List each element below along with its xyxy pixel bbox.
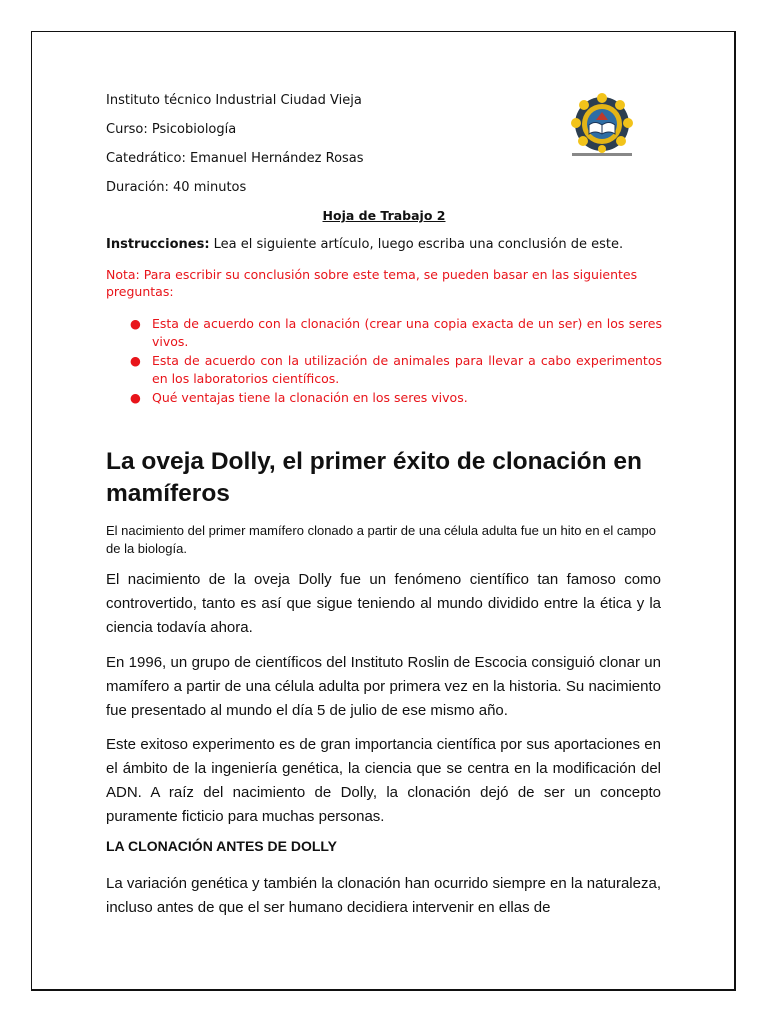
bullet-icon: ● — [130, 316, 141, 331]
question-item: ● Esta de acuerdo con la utilización de animales para llevar a cabo experimentos en los laboratorios científicos. — [130, 353, 662, 386]
institution-name: Instituto técnico Industrial Ciudad Vieja — [106, 93, 362, 108]
note-text: Nota: Para escribir su conclusión sobre este tema, se pueden basar en las siguientes preguntas: — [106, 267, 638, 299]
article-title: La oveja Dolly, el primer éxito de clonación en mamíferos — [106, 448, 642, 507]
question-item: ● Qué ventajas tiene la clonación en los seres vivos. — [130, 390, 468, 405]
instructions-label: Instrucciones: — [106, 237, 210, 252]
question-item: ● Esta de acuerdo con la clonación (crear una copia exacta de un ser) en los seres vivos. — [130, 316, 662, 349]
bullet-icon: ● — [130, 390, 141, 405]
course-line: Curso: Psicobiología — [106, 122, 237, 137]
section-heading: LA CLONACIÓN ANTES DE DOLLY — [106, 838, 338, 854]
school-logo — [562, 92, 642, 162]
teacher-line: Catedrático: Emanuel Hernández Rosas — [106, 151, 364, 166]
question-list — [106, 315, 662, 409]
bullet-icon: ● — [130, 353, 141, 368]
instructions-text: Lea el siguiente artículo, luego escriba una conclusión de este. — [209, 237, 624, 252]
gear-ring — [571, 93, 633, 153]
instructions — [106, 237, 666, 252]
section-paragraph: La variación genética y también la clonación han ocurrido siempre en la naturaleza, incluso antes de que el ser humano decidiera intervenir en ellas de — [106, 875, 661, 916]
article-subtitle: El nacimiento del primer mamífero clonado a partir de una célula adulta fue un hito en el campo de la biología. — [106, 523, 656, 556]
article-paragraph: Este exitoso experimento es de gran importancia científica por sus aportaciones en el ámbito de la ingeniería genética, la ciencia que se centra en la modificación del ADN. A raíz del nacimiento de Dolly, la clonación dejó de ser un concepto puramente ficticio para muchas personas. — [106, 736, 661, 825]
article-paragraph: En 1996, un grupo de científicos del Instituto Roslin de Escocia consiguió clonar un mamífero a partir de una célula adulta por primera vez en la historia. Su nacimiento fue presentado al mundo el día 5 de julio de ese mismo año. — [106, 654, 661, 719]
duration-line: Duración: 40 minutos — [106, 180, 247, 195]
worksheet-title: Hoja de Trabajo 2 — [322, 208, 446, 223]
article-paragraph: El nacimiento de la oveja Dolly fue un fenómeno científico tan famoso como controvertido, tanto es así que sigue teniendo al mundo dividido entre la ética y la ciencia todavía ahora. — [106, 571, 661, 636]
